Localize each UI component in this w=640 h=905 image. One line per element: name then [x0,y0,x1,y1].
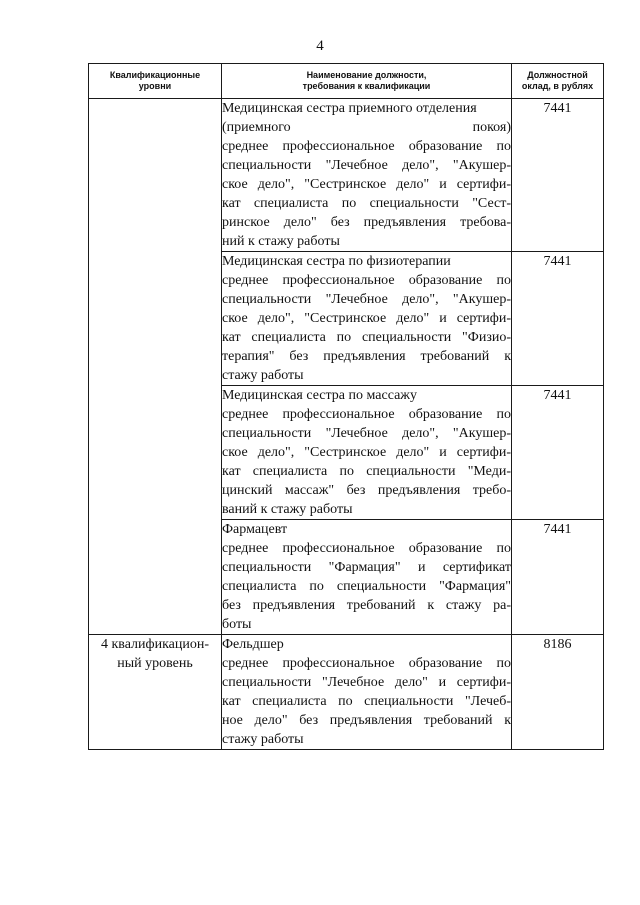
header-salary [512,64,604,99]
qualification-level-cell [89,635,222,750]
requirement-line: без предъявления требований к стажу ра- [222,598,511,613]
requirement-line: кат специалиста по специальности "Физио- [222,330,511,345]
requirement-line: стажу работы [222,732,304,747]
header-text-line: уровни [138,81,172,91]
requirement-line: терапия" без предъявления требований к [222,349,511,364]
requirement-line: ринское дело" без предъявления требова- [222,215,511,230]
requirement-line: среднее профессиональное образование по [222,541,511,556]
requirement-line: ское дело", "Сестринское дело" и сертифи- [222,445,511,460]
qualification-level-cell [89,99,222,635]
position-description-cell [222,99,512,252]
salary-cell: 7441 [512,520,604,635]
requirement-line: среднее профессиональное образование по [222,656,511,671]
requirement-line: специальности "Лечебное дело", "Акушер- [222,426,511,441]
requirement-line: боты [222,617,252,632]
position-title: Медицинская сестра приемного отделения [222,101,477,116]
requirement-line: стажу работы [222,368,304,383]
requirement-line: ное дело" без предъявления требований к [222,713,511,728]
salary-cell: 7441 [512,386,604,520]
qualification-level-line: 4 квалификацион- [100,637,210,652]
header-text-line: Должностной [527,70,588,80]
requirement-line: специальности "Фармация" и сертификат [222,560,511,575]
requirement-line: ское дело", "Сестринское дело" и сертифи- [222,177,511,192]
qualification-level-line: ный уровень [117,656,193,671]
table-header-row [89,64,604,99]
header-qualification-levels [89,64,222,99]
requirement-line: ское дело", "Сестринское дело" и сертифи- [222,311,511,326]
requirement-line: среднее профессиональное образование по [222,273,511,288]
position-title: Фармацевт [222,522,288,537]
position-title: Медицинская сестра по физиотерапии [222,254,451,269]
requirement-line: кат специалиста по специальности "Меди- [222,464,511,479]
requirement-line: ваний к стажу работы [222,502,353,517]
requirement-line: специальности "Лечебное дело", "Акушер- [222,158,511,173]
requirement-line: среднее профессиональное образование по [222,139,511,154]
salary-cell: 8186 [512,635,604,750]
position-description-cell [222,386,512,520]
requirement-line: специалиста по специальности "Фармация" [222,579,511,594]
requirement-line: среднее профессиональное образование по [222,407,511,422]
requirement-line: (приемного покоя) [222,120,511,135]
salary-cell: 7441 [512,252,604,386]
header-text-line: требования к квалификации [302,81,431,91]
page-number: 4 [316,38,324,54]
qualification-table [88,63,604,750]
requirement-line: специальности "Лечебное дело", "Акушер- [222,292,511,307]
position-title: Медицинская сестра по массажу [222,388,417,403]
header-text-line: оклад, в рублях [521,81,594,91]
table-row [89,99,604,252]
requirement-line: ний к стажу работы [222,234,340,249]
requirement-line: цинский массаж" без предъявления требо- [222,483,511,498]
position-description-cell [222,252,512,386]
position-description-cell [222,635,512,750]
header-text-line: Квалификационные [109,70,201,80]
header-position-requirements [222,64,512,99]
requirement-line: кат специалиста по специальности "Сест- [222,196,511,211]
header-text-line: Наименование должности, [306,70,427,80]
position-title: Фельдшер [222,637,284,652]
requirement-line: специальности "Лечебное дело" и сертифи- [222,675,511,690]
salary-cell: 7441 [512,99,604,252]
requirement-line: кат специалиста по специальности "Лечеб- [222,694,511,709]
position-description-cell [222,520,512,635]
table-row [89,635,604,750]
table-body [89,99,604,750]
